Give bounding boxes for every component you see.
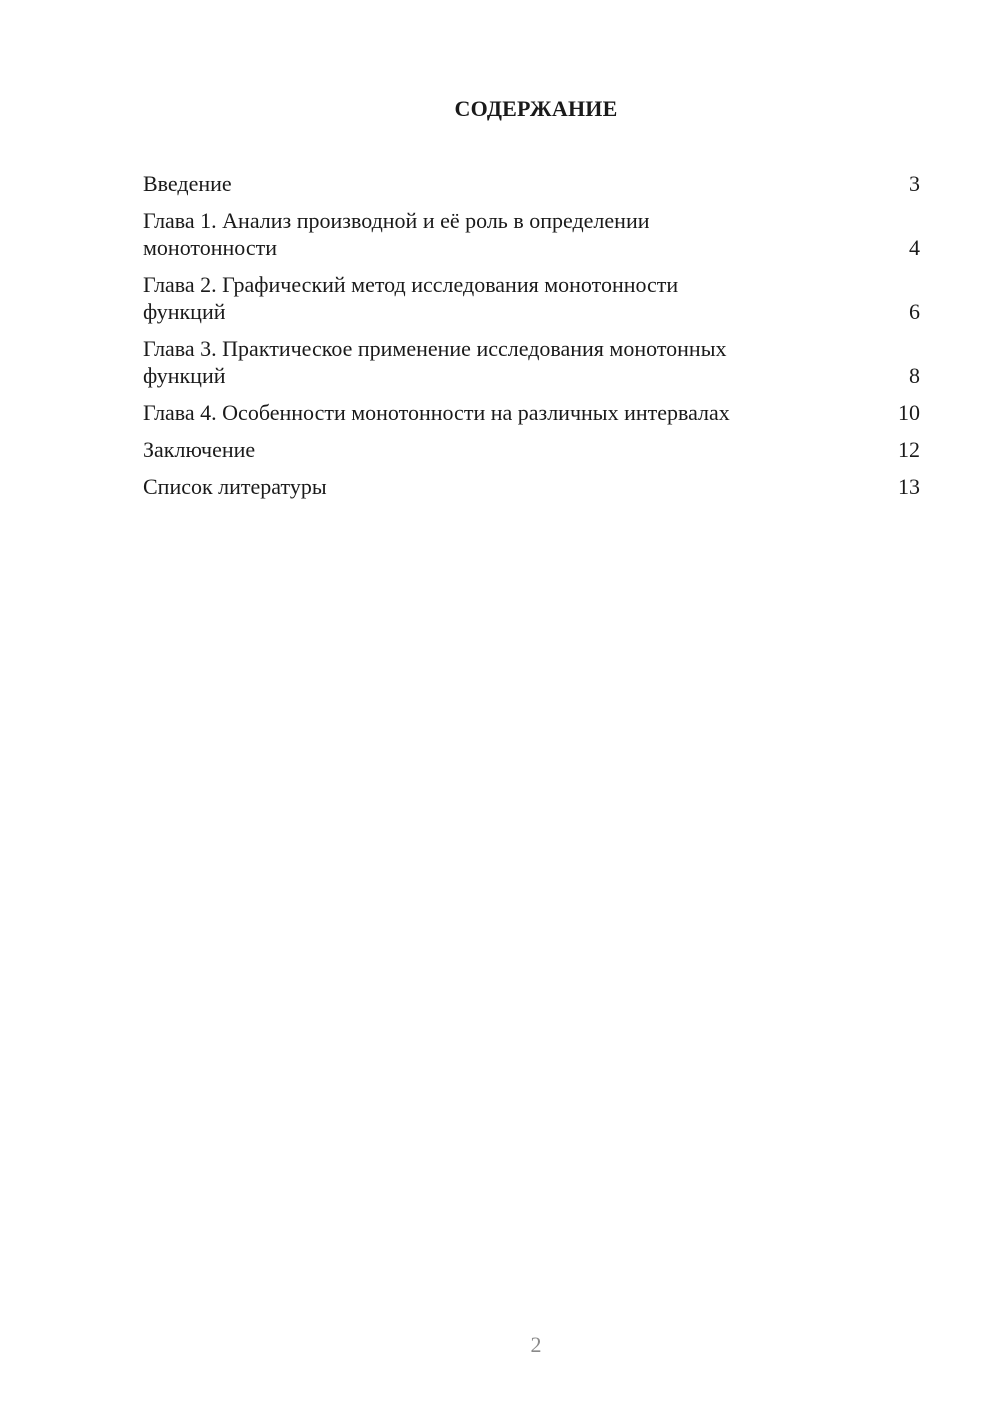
toc-entry-label: Введение <box>143 171 232 196</box>
toc-entry-label: Глава 3. Практическое применение исследования монотонных функций <box>143 336 727 388</box>
toc-entry-chapter-2 <box>143 271 920 325</box>
toc-entry-chapter-4 <box>143 399 920 426</box>
toc-entry-label: Заключение <box>143 437 256 462</box>
toc-entry-chapter-3 <box>143 335 920 389</box>
toc-entry-page: 12 <box>898 437 920 462</box>
toc-entry-page: 4 <box>909 235 920 260</box>
toc-entry-conclusion <box>143 436 920 463</box>
toc-entry-page: 8 <box>909 363 920 388</box>
toc-entry-page: 6 <box>909 299 920 324</box>
toc-entry-label: Глава 2. Графический метод исследования монотонности функций <box>143 272 679 324</box>
toc-entry-label: Глава 1. Анализ производной и её роль в определении монотонности <box>143 208 650 260</box>
toc-entry-page: 10 <box>898 400 920 425</box>
page-title: СОДЕРЖАНИЕ <box>454 96 618 121</box>
toc-entry-introduction <box>143 170 920 197</box>
table-of-contents <box>143 170 920 510</box>
toc-entry-chapter-1 <box>143 207 920 261</box>
toc-entry-references <box>143 473 920 500</box>
toc-entry-page: 13 <box>898 474 920 499</box>
toc-entry-page: 3 <box>909 171 920 196</box>
toc-entry-label: Список литературы <box>143 474 327 499</box>
page-number: 2 <box>530 1332 542 1357</box>
toc-entry-label: Глава 4. Особенности монотонности на различных интервалах <box>143 400 730 425</box>
